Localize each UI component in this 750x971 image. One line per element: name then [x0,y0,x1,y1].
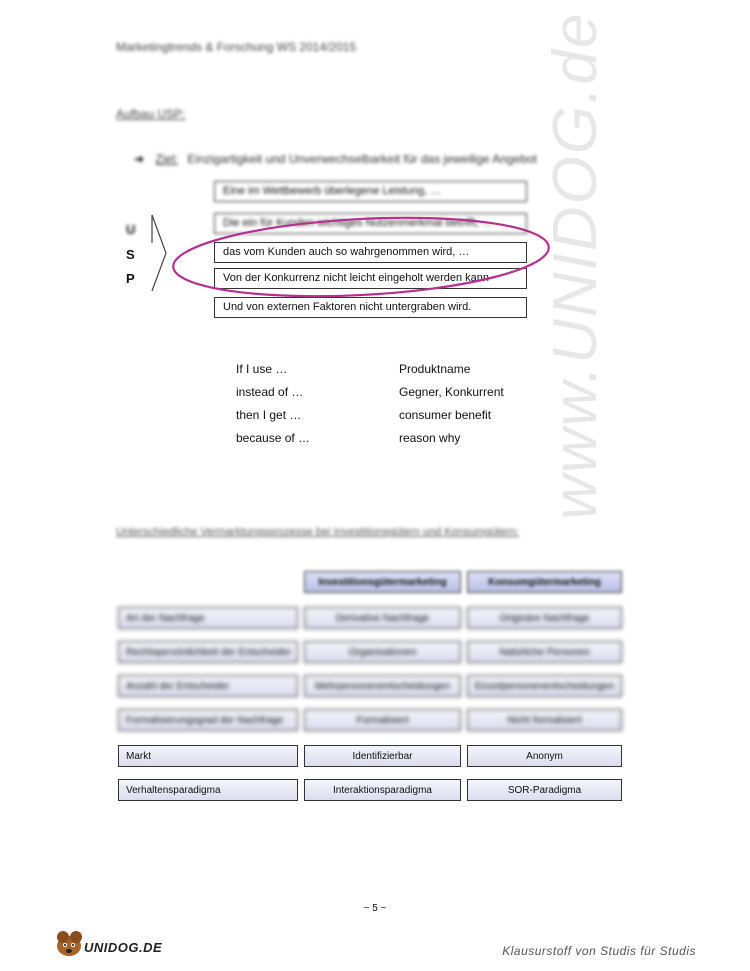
page-number: ~ 5 ~ [363,903,387,914]
logo-text: UNIDOG.DE [84,940,163,955]
watermark: www.UNIDOG.de [541,11,610,520]
row-label: Rechtspersönlichkeit der Entscheider [118,641,298,663]
row-consumer: Nicht formalisiert [467,709,622,731]
formula-left-3: then I get … [236,408,302,422]
comparison-heading: Unterschiedliche Vermarktungsprozesse bei Investitionsgütern und Konsumgütern: [116,526,519,538]
usp-box-1: Eine im Wettbewerb überlegene Leistung, … [214,181,527,202]
usp-letter-s: S [126,247,135,262]
row-consumer: Natürliche Personen [467,641,622,663]
row-label: Verhaltensparadigma [118,779,298,801]
usp-box-3: das vom Kunden auch so wahrgenommen wird, … [214,242,527,263]
column-header-investment: Investitionsgütermarketing [304,571,461,593]
highlight-ellipse [168,215,558,301]
row-label: Anzahl der Entscheider [118,675,298,697]
formula-right-1: Produktname [399,362,471,376]
row-investment: Derivative Nachfrage [304,607,461,629]
row-investment: Formalisiert [304,709,461,731]
row-investment: Mehrpersonenentscheidungen [304,675,461,697]
formula-right-4: reason why [399,431,461,445]
formula-right-2: Gegner, Konkurrent [399,385,504,399]
formula-left-2: instead of … [236,385,304,399]
row-label: Markt [118,745,298,767]
usp-letter-p: P [126,271,135,286]
row-consumer: Einzelpersonenentscheidungen [467,675,622,697]
goal-text: Einzigartigkeit und Unverwechselbarkeit für das jeweilige Angebot [187,152,537,166]
row-consumer: Originäre Nachfrage [467,607,622,629]
formula-right-3: consumer benefit [399,408,492,422]
document-header: Marketingtrends & Forschung WS 2014/2015 [116,40,357,54]
row-investment: Identifizierbar [304,745,461,767]
bracket-icon [150,213,170,293]
row-investment: Interaktionsparadigma [304,779,461,801]
dog-logo-icon [52,928,86,958]
row-consumer: SOR-Paradigma [467,779,622,801]
row-label: Formalisierungsgrad der Nachfrage [118,709,298,731]
row-consumer: Anonym [467,745,622,767]
goal-label: Ziel: [155,152,179,166]
usp-heading: Aufbau USP: [116,107,186,121]
row-investment: Organisationen [304,641,461,663]
usp-letter-u: U [126,222,136,237]
usp-box-4: Von der Konkurrenz nicht leicht eingeholt werden kann [214,268,527,289]
footer-slogan: Klausurstoff von Studis für Studis [502,944,696,958]
usp-goal [134,152,537,166]
column-header-consumer: Konsumgütermarketing [467,571,622,593]
row-label: Art der Nachfrage [118,607,298,629]
arrow-icon: ➜ [134,152,145,166]
formula-left-4: because of … [236,431,311,445]
usp-box-2: Die ein für Kunden wichtiges Nutzenmerkmal betrifft, … [214,213,527,234]
formula-left-1: If I use … [236,362,288,376]
usp-box-5: Und von externen Faktoren nicht untergraben wird. [214,297,527,318]
